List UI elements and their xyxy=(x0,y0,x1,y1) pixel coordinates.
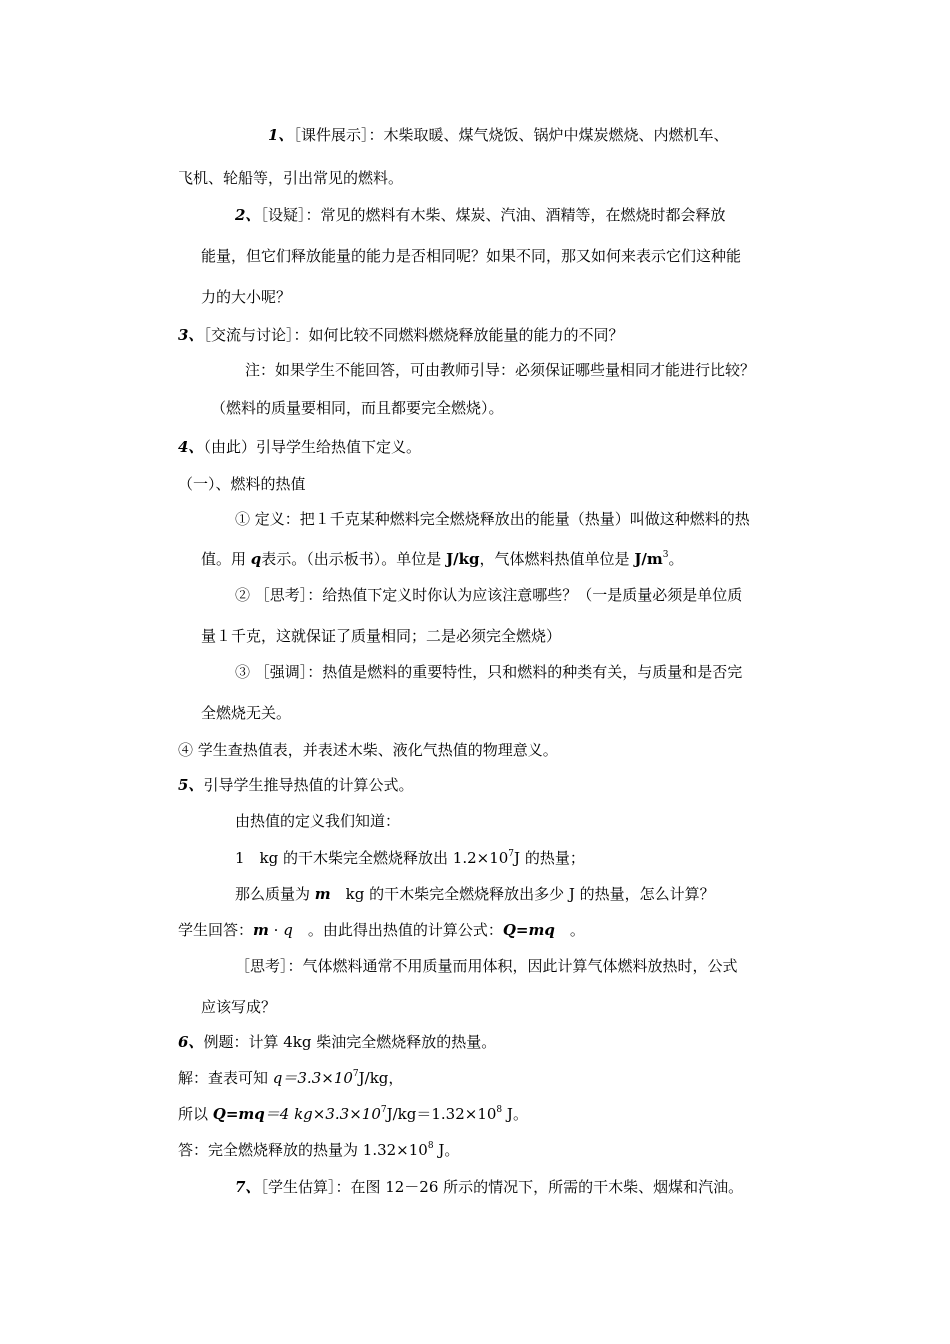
text-run: · xyxy=(268,921,284,939)
item-7-line xyxy=(235,1177,743,1197)
student-answer-line xyxy=(178,920,585,940)
symbol-q: q xyxy=(272,1069,283,1087)
item-text: 飞机、轮船等，引出常见的燃料。 xyxy=(178,169,404,187)
item-text: 力的大小呢？ xyxy=(201,288,292,306)
definition-line-1 xyxy=(235,509,750,529)
item-1-line-2 xyxy=(178,168,403,188)
think-line-1 xyxy=(235,585,742,605)
text-run: 。 xyxy=(554,921,585,939)
symbol-q: q xyxy=(283,921,293,939)
item-number: 6、 xyxy=(178,1033,204,1051)
item-text: ［设疑］：常见的燃料有木柴、煤炭、汽油、酒精等，在燃烧时都会释放 xyxy=(260,206,726,224)
think-text: ［思考］：气体燃料通常不用质量而用体积，因此计算气体燃料放热时，公式 xyxy=(235,957,738,975)
item-number: 4、 xyxy=(178,438,204,456)
emphasis-line-2 xyxy=(201,703,291,723)
item-3-line xyxy=(178,325,623,345)
text-run: J。 xyxy=(433,1141,460,1159)
superscript: 7 xyxy=(508,849,515,859)
definition-text: ① 定义：把１千克某种燃料完全燃烧释放出的能量（热量）叫做这种燃料的热 xyxy=(235,510,750,528)
item-4-line xyxy=(178,437,421,457)
item-number: 1、 xyxy=(268,126,294,144)
text-run: 所以 xyxy=(178,1105,213,1123)
gas-think-line-2 xyxy=(201,997,276,1017)
section-heading xyxy=(178,474,306,494)
section-title: （一）、燃料的热值 xyxy=(178,475,306,493)
unit-j-per-m3: J/m xyxy=(634,550,663,568)
text-run: 学生回答： xyxy=(178,921,254,939)
superscript: 3 xyxy=(662,550,669,560)
solution-line-1 xyxy=(178,1068,403,1088)
item-5-line xyxy=(178,775,413,795)
item-2-line-3 xyxy=(201,287,291,307)
emphasis-line-1 xyxy=(235,662,742,682)
note-text: （燃料的质量要相同，而且都要完全燃烧）。 xyxy=(211,399,504,417)
item-6-line xyxy=(178,1032,496,1052)
text-run: 值。用 xyxy=(201,550,251,568)
solution-line-2 xyxy=(178,1104,528,1124)
text-run: J 的热量； xyxy=(514,849,585,867)
text-run: kg 的干木柴完全燃烧释放出多少 J 的热量，怎么计算？ xyxy=(330,885,715,903)
text-run: 答：完全燃烧释放的热量为 1.32×10 xyxy=(178,1141,428,1159)
derivation-text: 由热值的定义我们知道： xyxy=(235,812,401,830)
item-number: 5、 xyxy=(178,776,204,794)
item-number: 2、 xyxy=(235,206,261,224)
superscript: 8 xyxy=(496,1105,503,1115)
text-run: 那么质量为 xyxy=(235,885,315,903)
item-text: ［课件展示］：木柴取暖、煤气烧饭、锅炉中煤炭燃烧、内燃机车、 xyxy=(293,126,729,144)
item-1-line-1 xyxy=(268,125,728,145)
emphasis-text: 全燃烧无关。 xyxy=(201,704,292,722)
text-run: ＝4 kg×3.3×10 xyxy=(264,1105,381,1123)
item-number: 7、 xyxy=(235,1178,261,1196)
symbol-q: q xyxy=(250,550,262,568)
answer-line xyxy=(178,1140,459,1160)
think-text: ② ［思考］：给热值下定义时你认为应该注意哪些？（一是质量必须是单位质 xyxy=(235,586,743,604)
text-run: 解：查表可知 xyxy=(178,1069,273,1087)
text-run: J/kg＝1.32×10 xyxy=(386,1105,497,1123)
text-run: 1 kg 的干木柴完全燃烧释放出 1.2×10 xyxy=(235,849,509,867)
derivation-line-2 xyxy=(235,848,585,868)
item-number: 3、 xyxy=(178,326,204,344)
text-run: 。 xyxy=(668,550,684,568)
superscript: 8 xyxy=(427,1141,434,1151)
text-run: J。 xyxy=(502,1105,528,1123)
emphasis-text: ③ ［强调］：热值是燃料的重要特性，只和燃料的种类有关，与质量和是否完 xyxy=(235,663,743,681)
superscript: 7 xyxy=(380,1105,387,1115)
item-text: ［学生估算］：在图 12－26 所示的情况下，所需的干木柴、烟煤和汽油。 xyxy=(260,1178,744,1196)
note-text: 注：如果学生不能回答，可由教师引导：必须保证哪些量相同才能进行比较？ xyxy=(245,361,756,379)
text-run: 。由此得出热值的计算公式： xyxy=(292,921,503,939)
item-text: 例题：计算 4kg 柴油完全燃烧释放的热量。 xyxy=(203,1033,497,1051)
text-run: ＝3.3×10 xyxy=(282,1069,353,1087)
superscript: 7 xyxy=(352,1069,359,1079)
item-text: 能量，但它们释放能量的能力是否相同呢？如果不同，那又如何来表示它们这种能 xyxy=(201,247,742,265)
lookup-text: ④ 学生查热值表，并表述木柴、液化气热值的物理意义。 xyxy=(178,741,558,759)
definition-line-2 xyxy=(201,549,684,569)
item-text: ［交流与讨论］：如何比较不同燃料燃烧释放能量的能力的不同？ xyxy=(203,326,624,344)
item-2-line-2 xyxy=(201,246,741,266)
think-text: 应该写成？ xyxy=(201,998,277,1016)
derivation-line-1 xyxy=(235,811,400,831)
gas-think-line-1 xyxy=(235,956,738,976)
item-text: （由此）引导学生给热值下定义。 xyxy=(203,438,421,456)
think-line-2 xyxy=(201,626,561,646)
item-3-note-2 xyxy=(211,398,504,418)
item-text: 引导学生推导热值的计算公式。 xyxy=(203,776,414,794)
symbol-m: m xyxy=(253,921,269,939)
text-run: 表示。（出示板书）。单位是 xyxy=(261,550,447,568)
item-2-line-1 xyxy=(235,205,725,225)
formula: Q=mq xyxy=(502,921,555,939)
item-3-note-1 xyxy=(245,360,755,380)
think-text: 量１千克，这就保证了质量相同；二是必须完全燃烧） xyxy=(201,627,562,645)
unit-j-per-kg: J/kg xyxy=(446,550,480,568)
symbol-m: m xyxy=(314,885,331,903)
derivation-line-3 xyxy=(235,884,715,904)
formula: Q=mq xyxy=(212,1105,265,1123)
lookup-line xyxy=(178,740,558,760)
text-run: J/kg， xyxy=(358,1069,404,1087)
text-run: ，气体燃料热值单位是 xyxy=(479,550,635,568)
